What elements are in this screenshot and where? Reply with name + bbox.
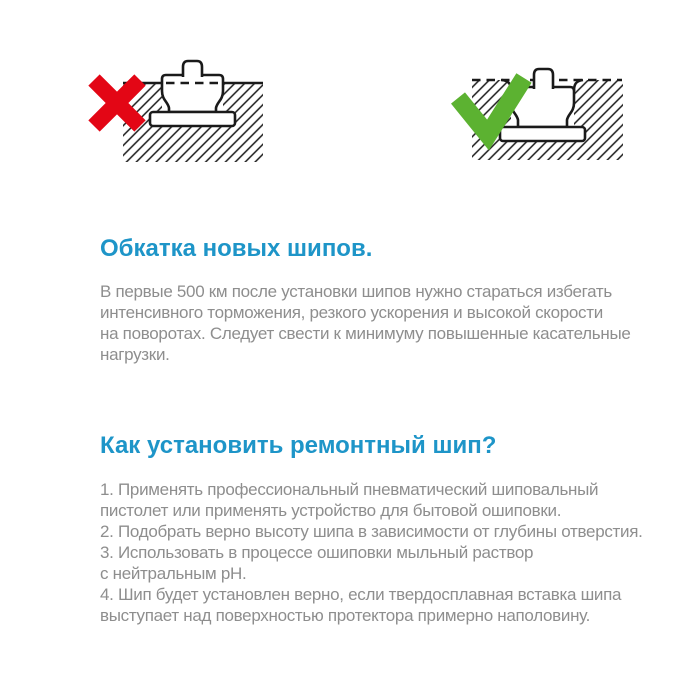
stud-body — [162, 75, 223, 112]
break-in-paragraph: В первые 500 км после установки шипов нужно стараться избегать интенсивного торможения, резкого ускорения и высокой скорости на поворотах. Следует свести к минимуму повышенные касательные нагрузки. — [100, 282, 631, 364]
install-steps-list — [100, 479, 645, 626]
stud-pin — [534, 69, 553, 89]
stud-diagram-correct — [450, 55, 640, 170]
install-step-1: 1. Применять профессиональный пневматический шиповальный пистолет или применять устройство для бытовой ошиповки. — [100, 480, 599, 520]
stud-diagram-correct-svg — [450, 55, 640, 170]
stud-diagram-incorrect-svg — [80, 55, 270, 170]
section-heading-break-in: Обкатка новых шипов. — [100, 235, 373, 262]
stud-diagram-incorrect — [80, 55, 270, 170]
stud-pin — [183, 61, 202, 77]
stud-flange — [150, 112, 235, 126]
stud-flange — [500, 127, 585, 141]
install-step-2: 2. Подобрать верно высоту шипа в зависимости от глубины отверстия. — [100, 522, 643, 541]
install-step-4: 4. Шип будет установлен верно, если твердосплавная вставка шипа выступает над поверхностью протектора примерно наполовину. — [100, 585, 622, 625]
install-step-3: 3. Использовать в процессе ошиповки мыльный раствор с нейтральным pH. — [100, 543, 534, 583]
section-heading-install: Как установить ремонтный шип? — [100, 432, 497, 459]
